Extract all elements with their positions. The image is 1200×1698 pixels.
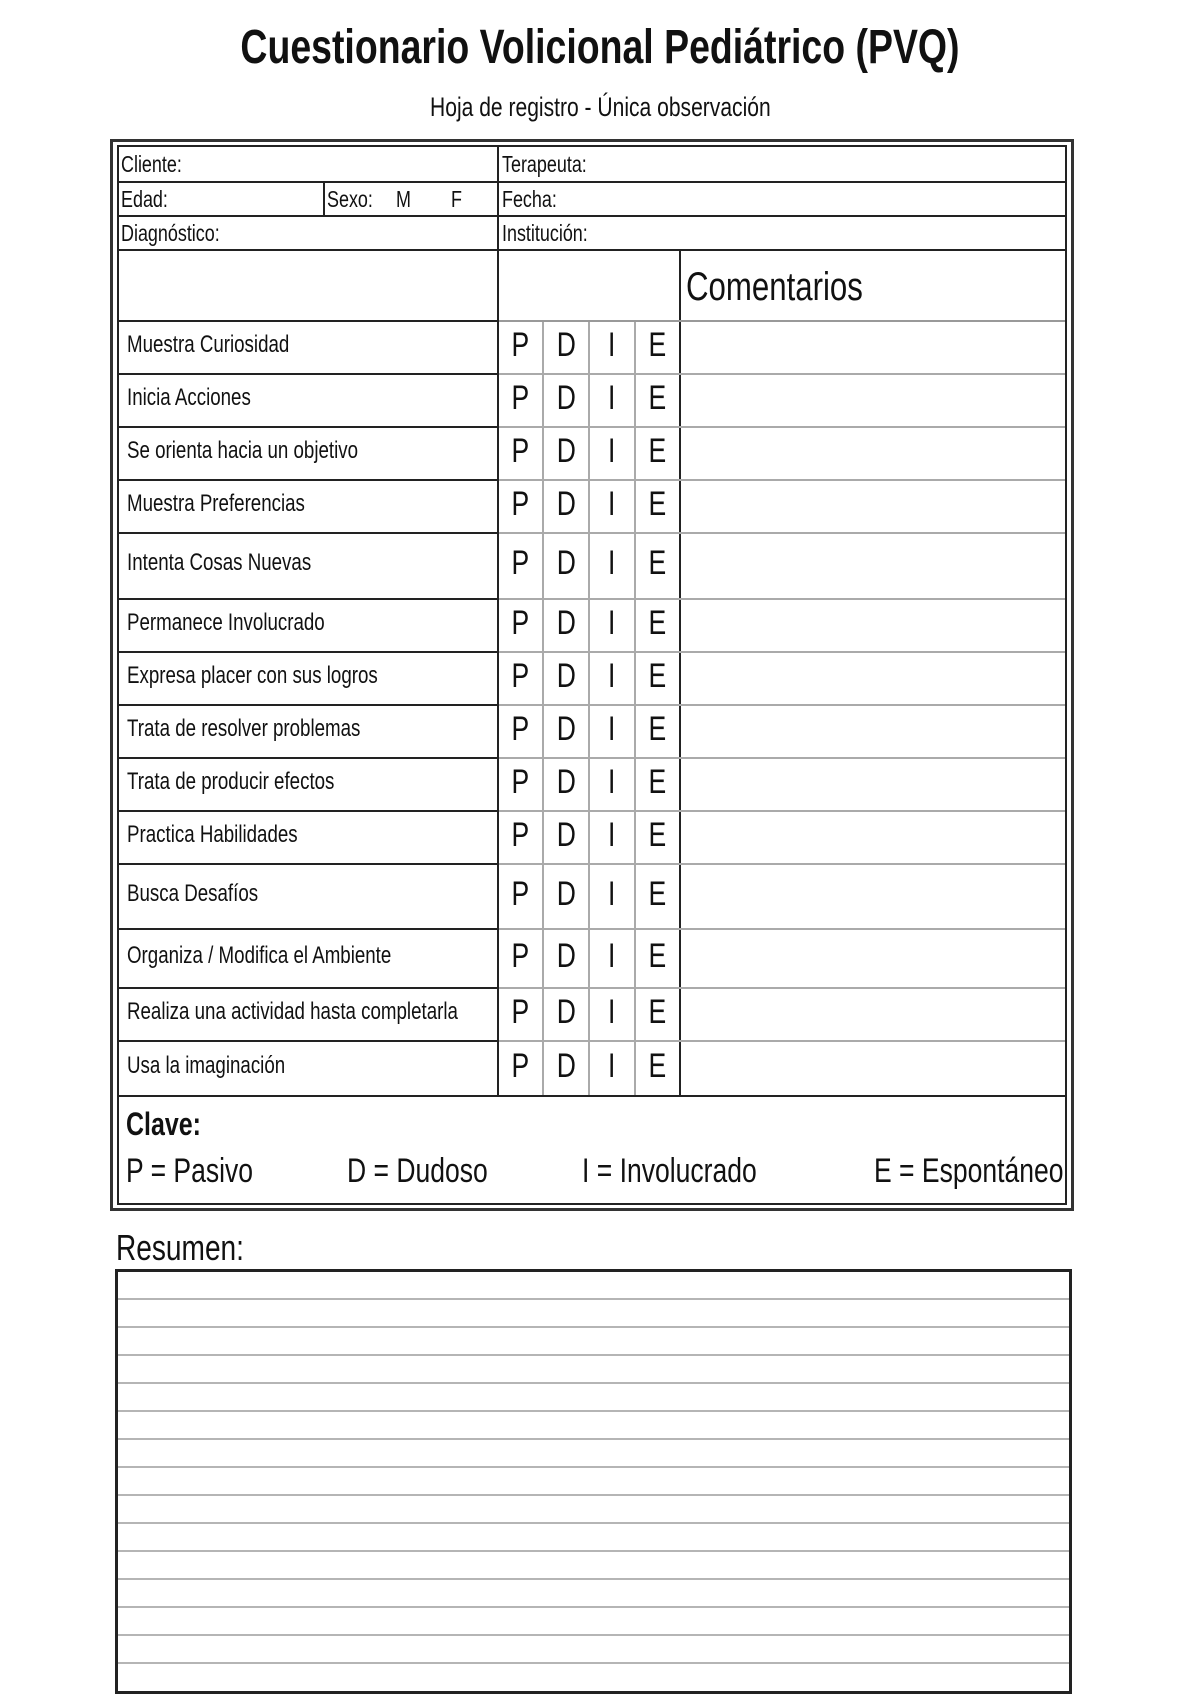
rating-option-e[interactable]: E	[648, 378, 666, 417]
rating-option-i[interactable]: I	[608, 709, 616, 748]
rating-option-e[interactable]: E	[648, 603, 666, 642]
clave-espontaneo: E = Espontáneo	[874, 1152, 1064, 1190]
resumen-ruled-line	[118, 1354, 1069, 1356]
row-divider	[117, 1040, 499, 1042]
row-divider	[499, 532, 1065, 534]
rating-option-d[interactable]: D	[556, 874, 576, 913]
item-label: Se orienta hacia un objetivo	[127, 436, 359, 464]
item-label: Intenta Cosas Nuevas	[127, 549, 312, 576]
rating-option-i[interactable]: I	[608, 325, 616, 364]
rating-option-d[interactable]: D	[556, 936, 576, 975]
row-divider	[117, 863, 499, 865]
terapeuta-label: Terapeuta:	[502, 151, 587, 177]
rating-option-e[interactable]: E	[648, 874, 666, 913]
rating-option-e[interactable]: E	[648, 484, 666, 523]
row-divider	[117, 651, 499, 653]
rating-option-d[interactable]: D	[556, 1046, 576, 1085]
comment-cell[interactable]	[681, 600, 1065, 649]
item-label: Trata de producir efectos	[127, 767, 335, 795]
clave-dudoso: D = Dudoso	[347, 1152, 488, 1190]
item-label: Organiza / Modifica el Ambiente	[127, 941, 392, 969]
rating-option-i[interactable]: I	[608, 992, 616, 1031]
resumen-box[interactable]	[115, 1269, 1072, 1694]
rating-option-p[interactable]: P	[511, 603, 529, 642]
row-divider	[499, 863, 1065, 865]
row-divider	[499, 928, 1065, 930]
rating-option-e[interactable]: E	[648, 815, 666, 854]
clave-divider	[117, 1095, 1067, 1097]
rating-option-p[interactable]: P	[511, 325, 529, 364]
item-label: Expresa placer con sus logros	[127, 661, 378, 689]
fecha-label: Fecha:	[502, 186, 557, 212]
rating-option-e[interactable]: E	[648, 656, 666, 695]
row-divider	[499, 479, 1065, 481]
row-divider	[117, 479, 499, 481]
resumen-ruled-line	[118, 1634, 1069, 1636]
rating-option-p[interactable]: P	[511, 992, 529, 1031]
rating-option-d[interactable]: D	[556, 484, 576, 523]
row-divider	[499, 810, 1065, 812]
document-subtitle: Hoja de registro - Única observación	[429, 92, 771, 122]
row-divider	[499, 704, 1065, 706]
clave-pasivo: P = Pasivo	[126, 1152, 254, 1190]
rating-option-p[interactable]: P	[511, 656, 529, 695]
resumen-ruled-line	[118, 1606, 1069, 1608]
rating-option-p[interactable]: P	[511, 936, 529, 975]
resumen-ruled-line	[118, 1298, 1069, 1300]
row-divider	[117, 532, 499, 534]
comment-cell[interactable]	[681, 481, 1065, 530]
resumen-ruled-line	[118, 1522, 1069, 1524]
rating-option-i[interactable]: I	[608, 874, 616, 913]
resumen-ruled-line	[118, 1550, 1069, 1552]
rating-option-p[interactable]: P	[511, 431, 529, 470]
row-divider	[499, 426, 1065, 428]
clave-involucrado: I = Involucrado	[582, 1152, 757, 1190]
rating-option-e[interactable]: E	[648, 992, 666, 1031]
resumen-title: Resumen:	[116, 1227, 244, 1268]
rating-option-e[interactable]: E	[648, 1046, 666, 1085]
institucion-label: Institución:	[502, 220, 588, 246]
rating-option-i[interactable]: I	[608, 484, 616, 523]
row-divider	[499, 598, 1065, 600]
row-divider	[499, 320, 1065, 322]
row-divider	[117, 320, 499, 322]
item-label: Realiza una actividad hasta completarla	[127, 997, 458, 1025]
row-divider	[117, 373, 499, 375]
comment-cell[interactable]	[681, 534, 1065, 596]
row-divider	[499, 651, 1065, 653]
rating-option-d[interactable]: D	[556, 992, 576, 1031]
sexo-divider	[323, 181, 325, 215]
rating-option-p[interactable]: P	[511, 544, 529, 582]
rating-option-i[interactable]: I	[608, 936, 616, 975]
item-label: Permanece Involucrado	[127, 608, 325, 636]
row-divider	[499, 1040, 1065, 1042]
rating-option-d[interactable]: D	[556, 815, 576, 854]
rating-option-p[interactable]: P	[511, 874, 529, 913]
resumen-ruled-line	[118, 1410, 1069, 1412]
row-divider	[499, 373, 1065, 375]
comentarios-header: Comentarios	[686, 265, 863, 309]
rating-option-e[interactable]: E	[648, 544, 666, 582]
edad-label: Edad:	[121, 186, 168, 212]
rating-option-i[interactable]: I	[608, 378, 616, 417]
comment-cell[interactable]	[681, 653, 1065, 702]
comment-cell[interactable]	[681, 759, 1065, 808]
comment-cell[interactable]	[681, 375, 1065, 424]
row-divider	[117, 704, 499, 706]
rating-option-d[interactable]: D	[556, 603, 576, 642]
rating-option-e[interactable]: E	[648, 431, 666, 470]
sexo-option-f[interactable]: F	[451, 186, 462, 212]
sexo-option-m[interactable]: M	[396, 186, 411, 212]
diagnostico-label: Diagnóstico:	[121, 220, 220, 246]
rating-option-p[interactable]: P	[511, 815, 529, 854]
comment-cell[interactable]	[681, 865, 1065, 926]
rating-option-p[interactable]: P	[511, 709, 529, 748]
rating-option-i[interactable]: I	[608, 1046, 616, 1085]
comment-cell[interactable]	[681, 812, 1065, 861]
header-divider	[117, 215, 1067, 217]
rating-option-p[interactable]: P	[511, 762, 529, 801]
rating-option-i[interactable]: I	[608, 815, 616, 854]
resumen-ruled-line	[118, 1578, 1069, 1580]
rating-option-d[interactable]: D	[556, 544, 576, 582]
item-label: Practica Habilidades	[127, 820, 298, 848]
rating-option-d[interactable]: D	[556, 656, 576, 695]
comment-cell[interactable]	[681, 930, 1065, 985]
rating-option-i[interactable]: I	[608, 656, 616, 695]
rating-option-d[interactable]: D	[556, 431, 576, 470]
rating-option-e[interactable]: E	[648, 709, 666, 748]
rating-option-e[interactable]: E	[648, 936, 666, 975]
header-divider	[117, 249, 1067, 251]
rating-option-d[interactable]: D	[556, 762, 576, 801]
rating-option-e[interactable]: E	[648, 325, 666, 364]
header-divider	[117, 181, 1067, 183]
rating-option-e[interactable]: E	[648, 762, 666, 801]
item-label: Muestra Curiosidad	[127, 330, 290, 358]
resumen-ruled-line	[118, 1662, 1069, 1664]
rating-option-i[interactable]: I	[608, 544, 616, 582]
rating-option-p[interactable]: P	[511, 378, 529, 417]
resumen-ruled-line	[118, 1326, 1069, 1328]
document-title: Cuestionario Volicional Pediátrico (PVQ)	[240, 21, 960, 74]
row-divider	[117, 757, 499, 759]
row-divider	[117, 598, 499, 600]
rating-option-d[interactable]: D	[556, 325, 576, 364]
comment-cell[interactable]	[681, 322, 1065, 371]
resumen-ruled-line	[118, 1466, 1069, 1468]
clave-title: Clave:	[126, 1106, 201, 1142]
rating-option-d[interactable]: D	[556, 709, 576, 748]
cliente-label: Cliente:	[121, 151, 182, 177]
rating-option-i[interactable]: I	[608, 603, 616, 642]
row-divider	[117, 928, 499, 930]
comment-cell[interactable]	[681, 989, 1065, 1038]
item-label: Muestra Preferencias	[127, 489, 305, 517]
row-divider	[117, 426, 499, 428]
row-divider	[499, 987, 1065, 989]
rating-option-i[interactable]: I	[608, 431, 616, 470]
row-divider	[117, 987, 499, 989]
rating-option-p[interactable]: P	[511, 484, 529, 523]
item-label: Trata de resolver problemas	[127, 714, 361, 742]
resumen-ruled-line	[118, 1382, 1069, 1384]
rating-option-i[interactable]: I	[608, 762, 616, 801]
comment-cell[interactable]	[681, 1042, 1065, 1093]
comment-cell[interactable]	[681, 428, 1065, 477]
item-label: Usa la imaginación	[127, 1051, 286, 1079]
item-label: Inicia Acciones	[127, 383, 251, 411]
sexo-label: Sexo:	[327, 186, 373, 212]
row-divider	[117, 810, 499, 812]
rating-option-p[interactable]: P	[511, 1046, 529, 1085]
resumen-ruled-line	[118, 1494, 1069, 1496]
row-divider	[499, 757, 1065, 759]
item-label: Busca Desafíos	[127, 879, 259, 907]
resumen-ruled-line	[118, 1438, 1069, 1440]
rating-option-d[interactable]: D	[556, 378, 576, 417]
comment-cell[interactable]	[681, 706, 1065, 755]
